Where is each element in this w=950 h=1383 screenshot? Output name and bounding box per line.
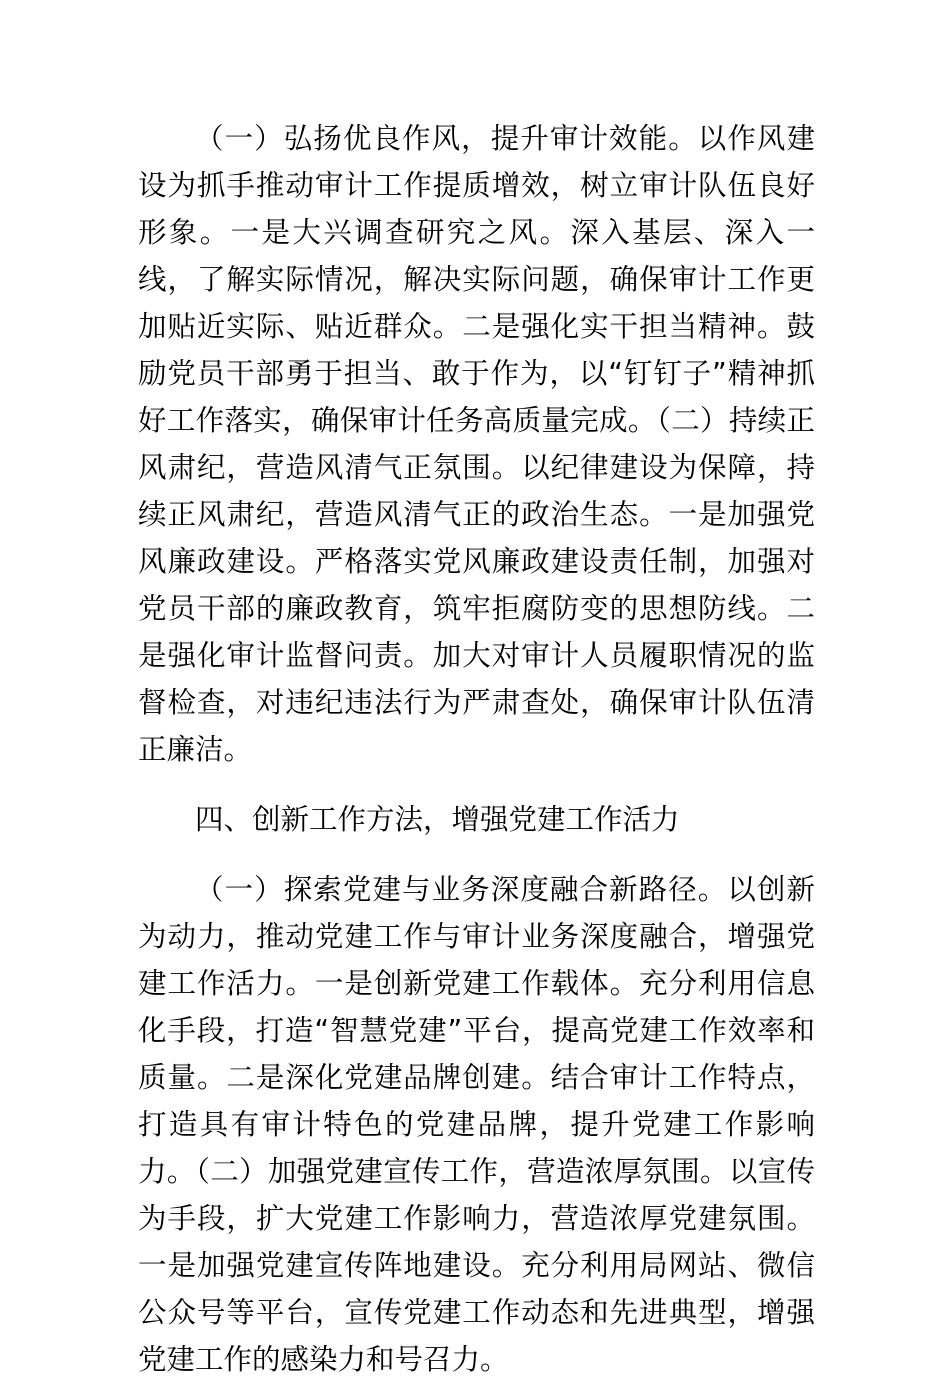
document-body — [138, 115, 815, 1383]
paragraph-section-three-subitems: （一）弘扬优良作风，提升审计效能。以作风建设为抓手推动审计工作提质增效，树立审计队伍良好形象。一是大兴调查研究之风。深入基层、深入一线，了解实际情况，解决实际问题，确保审计工作更加贴近实际、贴近群众。二是强化实干担当精神。鼓励党员干部勇于担当、敢于作为，以“钉钉子”精神抓好工作落实，确保审计任务高质量完成。（二）持续正风肃纪，营造风清气正氛围。以纪律建设为保障，持续正风肃纪，营造风清气正的政治生态。一是加强党风廉政建设。严格落实党风廉政建设责任制，加强对党员干部的廉政教育，筑牢拒腐防变的思想防线。二是强化审计监督问责。加大对审计人员履职情况的监督检查，对违纪违法行为严肃查处，确保审计队伍清正廉洁。 — [138, 122, 815, 766]
section-heading-four: 四、创新工作方法，增强党建工作活力 — [195, 803, 680, 836]
paragraph-section-four-subitems: （一）探索党建与业务深度融合新路径。以创新为动力，推动党建工作与审计业务深度融合，增强党建工作活力。一是创新党建工作载体。充分利用信息化手段，打造“智慧党建”平台，提高党建工作效率和质量。二是深化党建品牌创建。结合审计工作特点，打造具有审计特色的党建品牌，提升党建工作影响力。（二）加强党建宣传工作，营造浓厚氛围。以宣传为手段，扩大党建工作影响力，营造浓厚党建氛围。一是加强党建宣传阵地建设。充分利用局网站、微信公众号等平台，宣传党建工作动态和先进典型，增强党建工作的感染力和号召力。 — [138, 873, 815, 1376]
